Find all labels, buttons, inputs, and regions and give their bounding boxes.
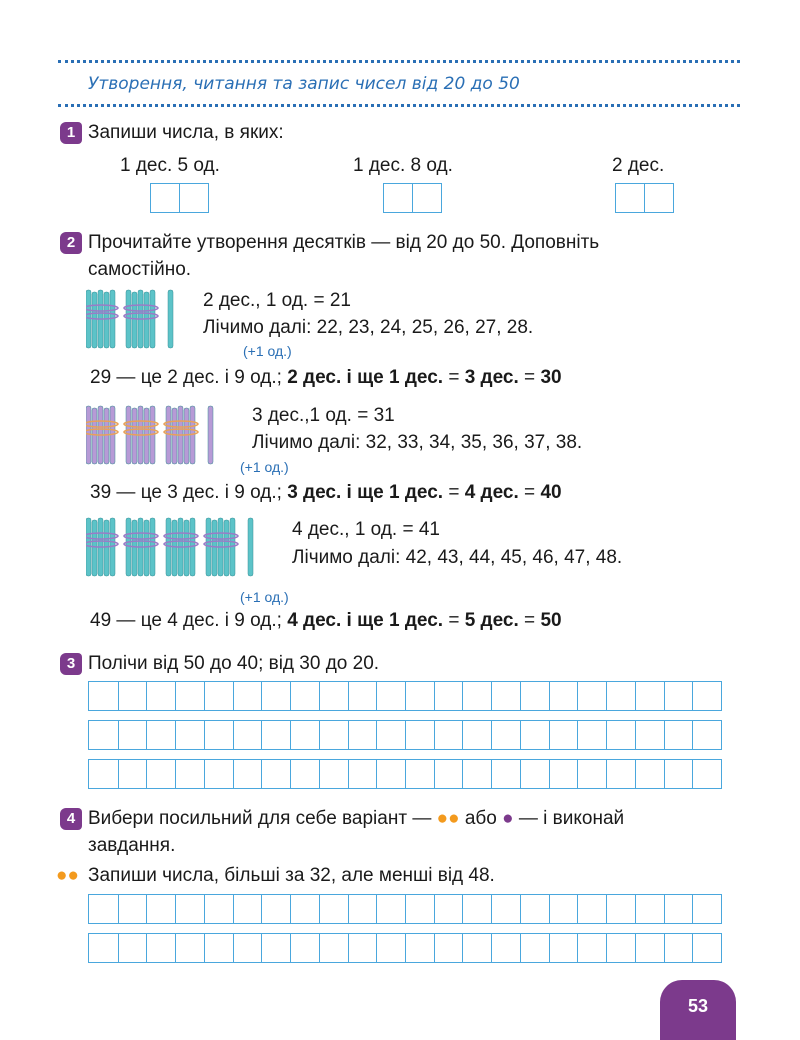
- stick-bundle: [124, 518, 158, 576]
- task1-item-1: 1 дес. 5 од.: [120, 155, 220, 176]
- grid-cell[interactable]: [606, 760, 635, 788]
- grid-cell[interactable]: [233, 934, 262, 962]
- stick-bundle: [204, 518, 238, 576]
- task1-item-3: 2 дес.: [612, 155, 665, 176]
- task2-prompt-line1: Прочитайте утворення десятків — від 20 до 50. Доповніть: [88, 232, 600, 253]
- block3-line1: 4 дес., 1 од. = 41: [292, 519, 440, 540]
- grid-cell[interactable]: [577, 760, 606, 788]
- single-stick: [208, 406, 213, 464]
- answer-grid-row[interactable]: [88, 681, 722, 711]
- grid-cell[interactable]: [577, 934, 606, 962]
- grid-cell[interactable]: [261, 895, 290, 923]
- grid-cell[interactable]: [462, 934, 491, 962]
- grid-cell[interactable]: [664, 721, 693, 749]
- grid-cell[interactable]: [491, 682, 520, 710]
- stick-bundle: [124, 406, 158, 464]
- stick-bundle: [86, 406, 118, 464]
- block3-line2: Лічимо далі: 42, 43, 44, 45, 46, 47, 48.: [292, 547, 623, 568]
- grid-cell[interactable]: [261, 721, 290, 749]
- block2-hint: (+1 од.): [240, 459, 289, 475]
- stick-bundle: [164, 518, 198, 576]
- grid-cell[interactable]: [118, 895, 147, 923]
- task-number-badge: 2: [60, 232, 82, 254]
- answer-box-2[interactable]: [383, 183, 442, 213]
- grid-cell[interactable]: [692, 721, 721, 749]
- grid-cell[interactable]: [204, 934, 233, 962]
- grid-cell[interactable]: [664, 760, 693, 788]
- grid-cell[interactable]: [89, 934, 118, 962]
- grid-cell[interactable]: [175, 682, 204, 710]
- grid-cell[interactable]: [204, 760, 233, 788]
- grid-cell[interactable]: [635, 682, 664, 710]
- stick-bundles-illustration: [86, 286, 186, 352]
- task4-prompt: Вибери посильний для себе варіант — ●● або ● — і виконай: [88, 808, 625, 829]
- grid-cell[interactable]: [692, 682, 721, 710]
- grid-cell[interactable]: [549, 721, 578, 749]
- grid-cell[interactable]: [606, 895, 635, 923]
- block3-hint: (+1 од.): [240, 589, 289, 605]
- grid-cell[interactable]: [261, 760, 290, 788]
- grid-cell[interactable]: [204, 682, 233, 710]
- grid-cell[interactable]: [319, 721, 348, 749]
- grid-cell[interactable]: [434, 895, 463, 923]
- grid-cell[interactable]: [175, 895, 204, 923]
- grid-cell[interactable]: [290, 760, 319, 788]
- block1-line1: 2 дес., 1 од. = 21: [203, 290, 351, 311]
- bottom-dotted-rule: [58, 104, 740, 107]
- stick-bundles-illustration: [86, 402, 226, 468]
- grid-cell[interactable]: [118, 934, 147, 962]
- grid-cell[interactable]: [606, 934, 635, 962]
- grid-cell[interactable]: [290, 721, 319, 749]
- grid-cell[interactable]: [261, 682, 290, 710]
- grid-cell[interactable]: [319, 934, 348, 962]
- grid-cell[interactable]: [290, 934, 319, 962]
- grid-cell[interactable]: [405, 721, 434, 749]
- grid-cell[interactable]: [664, 895, 693, 923]
- grid-cell[interactable]: [89, 682, 118, 710]
- grid-cell[interactable]: [89, 760, 118, 788]
- answer-grid-row[interactable]: [88, 759, 722, 789]
- grid-cell[interactable]: [692, 895, 721, 923]
- grid-cell[interactable]: [204, 895, 233, 923]
- grid-cell[interactable]: [348, 760, 377, 788]
- grid-cell[interactable]: [549, 895, 578, 923]
- grid-cell[interactable]: [175, 721, 204, 749]
- grid-cell[interactable]: [434, 934, 463, 962]
- grid-cell[interactable]: [376, 760, 405, 788]
- grid-cell[interactable]: [577, 895, 606, 923]
- grid-cell[interactable]: [491, 934, 520, 962]
- grid-cell[interactable]: [462, 895, 491, 923]
- grid-cell[interactable]: [405, 760, 434, 788]
- grid-cell[interactable]: [405, 934, 434, 962]
- stick-bundles-illustration: [86, 514, 266, 580]
- grid-cell[interactable]: [635, 760, 664, 788]
- grid-cell[interactable]: [577, 682, 606, 710]
- grid-cell[interactable]: [549, 682, 578, 710]
- answer-grid-row[interactable]: [88, 720, 722, 750]
- grid-cell[interactable]: [606, 682, 635, 710]
- grid-cell[interactable]: [434, 721, 463, 749]
- task4-prompt-line2: завдання.: [88, 835, 176, 856]
- grid-cell[interactable]: [290, 682, 319, 710]
- grid-cell[interactable]: [175, 760, 204, 788]
- grid-cell[interactable]: [635, 895, 664, 923]
- grid-cell[interactable]: [491, 895, 520, 923]
- grid-cell[interactable]: [319, 895, 348, 923]
- stick-bundle: [86, 290, 118, 348]
- grid-cell[interactable]: [692, 760, 721, 788]
- grid-cell[interactable]: [606, 721, 635, 749]
- task-number-badge: 1: [60, 122, 82, 144]
- grid-cell[interactable]: [635, 934, 664, 962]
- grid-cell[interactable]: [233, 682, 262, 710]
- grid-cell[interactable]: [118, 721, 147, 749]
- single-dot-icon: ●: [502, 808, 514, 829]
- grid-cell[interactable]: [491, 760, 520, 788]
- task-number-badge: 4: [60, 808, 82, 830]
- task2-prompt-line2: самостійно.: [88, 259, 192, 280]
- grid-cell[interactable]: [405, 895, 434, 923]
- grid-cell[interactable]: [520, 760, 549, 788]
- task-number-badge: 3: [60, 653, 82, 675]
- top-dotted-rule: [58, 60, 740, 63]
- grid-cell[interactable]: [348, 721, 377, 749]
- block2-line1: 3 дес.,1 од. = 31: [252, 405, 395, 426]
- grid-cell[interactable]: [319, 760, 348, 788]
- grid-cell[interactable]: [146, 760, 175, 788]
- block2-result: 39 — це 3 дес. і 9 од.; 3 дес. і ще 1 дес. = 4 дес. = 40: [90, 482, 562, 503]
- task3-prompt: Полічи від 50 до 40; від 30 до 20.: [88, 653, 380, 674]
- grid-cell[interactable]: [89, 721, 118, 749]
- grid-cell[interactable]: [146, 682, 175, 710]
- grid-cell[interactable]: [405, 682, 434, 710]
- grid-cell[interactable]: [434, 760, 463, 788]
- grid-cell[interactable]: [491, 721, 520, 749]
- grid-cell[interactable]: [146, 934, 175, 962]
- grid-cell[interactable]: [319, 682, 348, 710]
- block1-hint: (+1 од.): [243, 343, 292, 359]
- grid-cell[interactable]: [348, 682, 377, 710]
- grid-cell[interactable]: [175, 934, 204, 962]
- grid-cell[interactable]: [146, 895, 175, 923]
- grid-cell[interactable]: [520, 934, 549, 962]
- grid-cell[interactable]: [434, 682, 463, 710]
- grid-cell[interactable]: [376, 895, 405, 923]
- page-number: 53: [660, 980, 736, 1040]
- double-dot-icon: ●●: [56, 865, 79, 886]
- grid-cell[interactable]: [204, 721, 233, 749]
- grid-cell[interactable]: [520, 895, 549, 923]
- block1-result: 29 — це 2 дес. і 9 од.; 2 дес. і ще 1 дес. = 3 дес. = 30: [90, 367, 562, 388]
- grid-cell[interactable]: [233, 895, 262, 923]
- answer-grid-row[interactable]: [88, 933, 722, 963]
- stick-bundle: [124, 290, 158, 348]
- grid-cell[interactable]: [290, 895, 319, 923]
- grid-cell[interactable]: [635, 721, 664, 749]
- grid-cell[interactable]: [692, 934, 721, 962]
- block1-line2: Лічимо далі: 22, 23, 24, 25, 26, 27, 28.: [203, 317, 534, 338]
- grid-cell[interactable]: [577, 721, 606, 749]
- grid-cell[interactable]: [462, 721, 491, 749]
- grid-cell[interactable]: [376, 934, 405, 962]
- grid-cell[interactable]: [462, 760, 491, 788]
- grid-cell[interactable]: [261, 934, 290, 962]
- grid-cell[interactable]: [118, 682, 147, 710]
- grid-cell[interactable]: [376, 721, 405, 749]
- grid-cell[interactable]: [348, 895, 377, 923]
- grid-cell[interactable]: [146, 721, 175, 749]
- grid-cell[interactable]: [118, 760, 147, 788]
- stick-bundle: [86, 518, 118, 576]
- grid-cell[interactable]: [549, 760, 578, 788]
- grid-cell[interactable]: [89, 895, 118, 923]
- double-dot-icon: ●●: [436, 808, 460, 829]
- answer-box-3[interactable]: [615, 183, 674, 213]
- block2-line2: Лічимо далі: 32, 33, 34, 35, 36, 37, 38.: [252, 432, 583, 453]
- grid-cell[interactable]: [520, 682, 549, 710]
- task1-item-2: 1 дес. 8 од.: [353, 155, 453, 176]
- answer-box-1[interactable]: [150, 183, 209, 213]
- single-stick: [248, 518, 253, 576]
- grid-cell[interactable]: [376, 682, 405, 710]
- grid-cell[interactable]: [233, 760, 262, 788]
- grid-cell[interactable]: [520, 721, 549, 749]
- grid-cell[interactable]: [462, 682, 491, 710]
- single-stick: [168, 290, 173, 348]
- task4-sub-prompt: Запиши числа, більші за 32, але менші від 48.: [88, 865, 495, 886]
- section-title: Утворення, читання та запис чисел від 20 до 50: [88, 74, 520, 94]
- grid-cell[interactable]: [664, 682, 693, 710]
- grid-cell[interactable]: [348, 934, 377, 962]
- block3-result: 49 — це 4 дес. і 9 од.; 4 дес. і ще 1 дес. = 5 дес. = 50: [90, 610, 562, 631]
- grid-cell[interactable]: [549, 934, 578, 962]
- task1-prompt: Запиши числа, в яких:: [88, 122, 284, 143]
- grid-cell[interactable]: [233, 721, 262, 749]
- answer-grid-row[interactable]: [88, 894, 722, 924]
- grid-cell[interactable]: [664, 934, 693, 962]
- stick-bundle: [164, 406, 198, 464]
